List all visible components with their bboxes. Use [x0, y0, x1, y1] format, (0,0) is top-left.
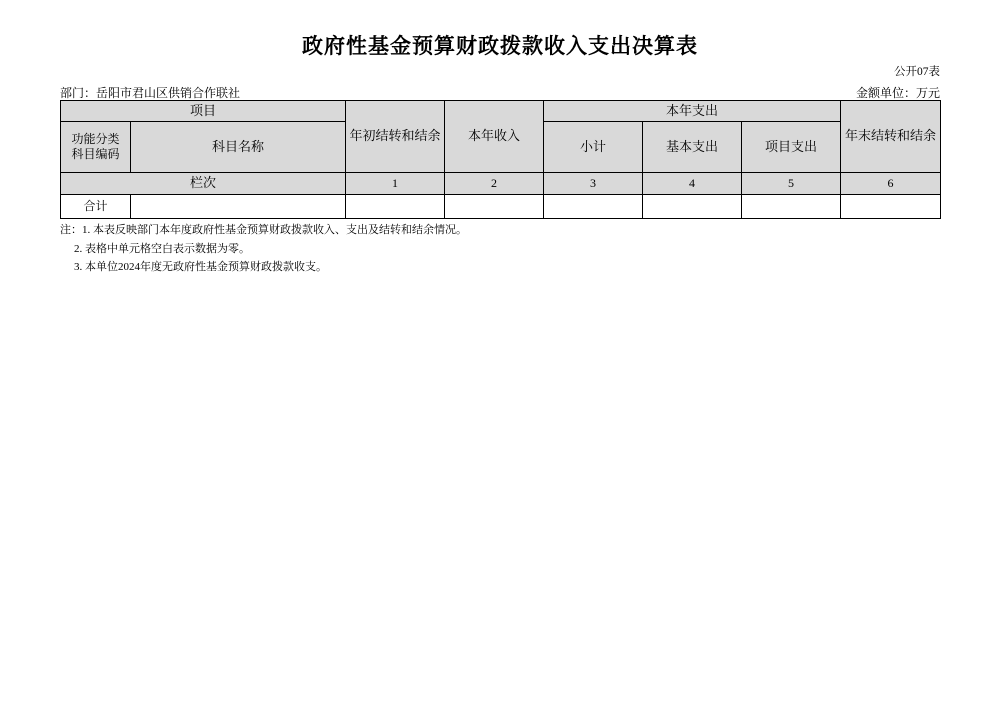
table-row [61, 195, 941, 219]
col-header-subtotal: 小计 [544, 122, 643, 173]
column-index-3: 3 [544, 173, 643, 195]
col-header-project-expenditure: 项目支出 [742, 122, 841, 173]
department-label: 部门：岳阳市君山区供销合作联社 [60, 86, 241, 100]
col-header-func-code [61, 122, 131, 173]
column-index-1: 1 [346, 173, 445, 195]
col-header-year-income: 本年收入 [445, 101, 544, 173]
cell-basic-expenditure [643, 195, 742, 219]
page-title: 政府性基金预算财政拨款收入支出决算表 [302, 34, 698, 58]
col-header-func-code-line1: 功能分类 [71, 132, 120, 146]
col-header-subject-name: 科目名称 [131, 122, 346, 173]
column-index-4: 4 [643, 173, 742, 195]
cell-subtotal [544, 195, 643, 219]
budget-table [60, 100, 941, 219]
table-notes [60, 221, 467, 277]
note-line-2: 2. 表格中单元格空白表示数据为零。 [74, 242, 250, 255]
cell-subject-name [131, 195, 346, 219]
cell-project-expenditure [742, 195, 841, 219]
column-index-2: 2 [445, 173, 544, 195]
cell-func-code: 合计 [61, 195, 131, 219]
amount-unit-label: 金额单位：万元 [855, 86, 940, 100]
col-header-basic-expenditure: 基本支出 [643, 122, 742, 173]
cell-end-balance [841, 195, 941, 219]
col-header-begin-balance: 年初结转和结余 [346, 101, 445, 173]
sheet-code: 公开07表 [894, 66, 940, 78]
column-index-6: 6 [841, 173, 941, 195]
table-column-index-row [61, 173, 941, 195]
cell-begin-balance [346, 195, 445, 219]
group-header-year-expenditure: 本年支出 [544, 101, 841, 122]
table-group-header-row [61, 101, 941, 122]
col-header-end-balance: 年末结转和结余 [841, 101, 941, 173]
group-header-item: 项目 [61, 101, 346, 122]
note-line-3: 3. 本单位2024年度无政府性基金预算财政拨款收支。 [74, 261, 327, 274]
column-index-5: 5 [742, 173, 841, 195]
cell-year-income [445, 195, 544, 219]
column-index-label: 栏次 [61, 173, 346, 195]
col-header-func-code-line2: 科目编码 [71, 147, 120, 161]
note-line-1: 注：1. 本表反映部门本年度政府性基金预算财政拨款收入、支出及结转和结余情况。 [60, 224, 467, 236]
